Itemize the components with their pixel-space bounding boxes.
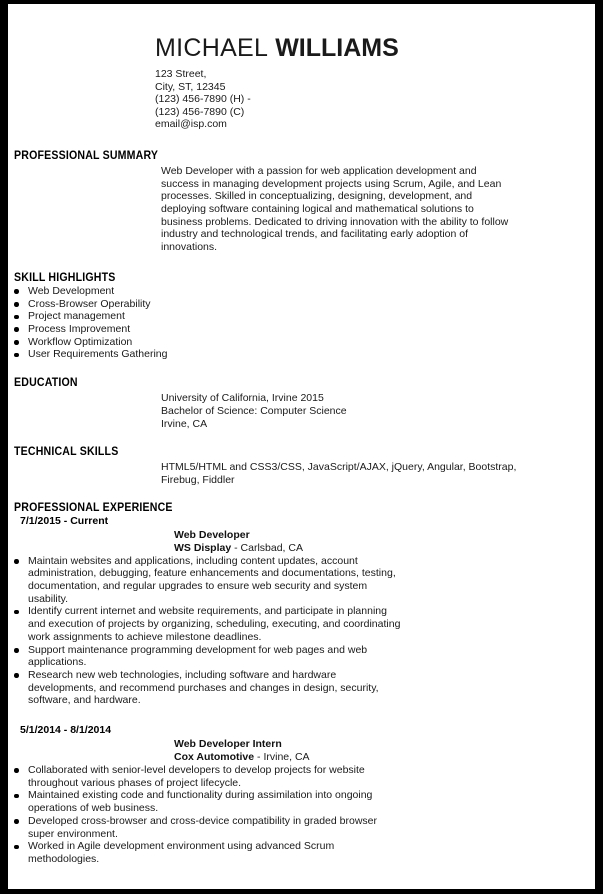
list-item: Research new web technologies, including software and hardware developments, and recommend purchases and changes in design, security, software, and hardware.: [14, 669, 406, 707]
experience-date: 7/1/2015 - Current: [20, 514, 109, 527]
summary-line: industry and technological trends, and facilitating early adoption of: [161, 228, 469, 241]
experience-heading: [14, 529, 595, 555]
list-item: Process Improvement: [14, 323, 595, 336]
first-name: MICHAEL: [155, 34, 269, 62]
education-location: Irvine, CA: [161, 417, 208, 430]
summary-line: deploying software containing logical and mathematical solutions to: [161, 203, 474, 216]
contact-street: 123 Street,: [155, 68, 207, 80]
summary-line: processes. Skilled in conceptualizing, designing, development, and: [161, 190, 473, 203]
experience-entry: [14, 515, 595, 707]
experience-company-line: [174, 542, 595, 555]
resume-sheet: [8, 4, 595, 889]
summary-line: success in managing development projects using Scrum, Agile, and Lean: [161, 177, 502, 190]
summary-text: [161, 165, 555, 254]
list-item: Identify current internet and website requirements, and participate in planning and execution of projects by organizing, scheduling, executing, and coordinating work assignments to achieve milestone deadlines.: [14, 605, 406, 643]
section-title-professional-summary: PROFESSIONAL SUMMARY: [14, 149, 159, 162]
education-body: [14, 392, 595, 430]
technical-skills-body: [14, 461, 595, 486]
summary-line: business problems. Dedicated to driving innovation with the ability to follow: [161, 215, 509, 228]
contact-block: [155, 68, 595, 131]
experience-company-line: [174, 751, 595, 764]
contact-phone-cell: (123) 456-7890 (C): [155, 105, 245, 118]
section-professional-summary: [8, 149, 595, 254]
list-item: Project management: [14, 310, 595, 323]
experience-company: Cox Automotive: [174, 751, 255, 764]
experience-location: - Irvine, CA: [257, 751, 310, 764]
section-professional-experience: [8, 501, 595, 866]
contact-city: City, ST, 12345: [155, 80, 226, 93]
summary-line: Web Developer with a passion for web application development and: [161, 164, 477, 177]
contact-phone-home: (123) 456-7890 (H) -: [155, 93, 251, 106]
list-item: Developed cross-browser and cross-device compatibility in graded browser super environment.: [14, 815, 406, 840]
experience-job-title: Web Developer Intern: [174, 738, 282, 751]
section-title-skill-highlights: SKILL HIGHLIGHTS: [14, 271, 116, 284]
list-item: Web Development: [14, 285, 595, 298]
list-item: Cross-Browser Operability: [14, 298, 595, 311]
section-skill-highlights: [8, 271, 595, 361]
list-item: Collaborated with senior-level developers to develop projects for website throughout various phases of project lifecycle.: [14, 764, 406, 789]
resume-header: [8, 4, 595, 131]
section-title-education: EDUCATION: [14, 377, 78, 390]
experience-heading: [14, 738, 595, 764]
experience-job-title: Web Developer: [174, 528, 250, 541]
skill-highlights-list: [14, 285, 595, 361]
section-title-professional-experience: PROFESSIONAL EXPERIENCE: [14, 501, 173, 514]
experience-company: WS Display: [174, 541, 232, 554]
list-item: Support maintenance programming development for web pages and web applications.: [14, 644, 406, 669]
list-item: User Requirements Gathering: [14, 348, 595, 361]
technical-skills-line: Firebug, Fiddler: [161, 473, 235, 486]
experience-bullets: [14, 764, 434, 866]
experience-bullets: [14, 555, 434, 707]
section-education: [8, 376, 595, 430]
technical-skills-line: HTML5/HTML and CSS3/CSS, JavaScript/AJAX, jQuery, Angular, Bootstrap,: [161, 461, 517, 474]
experience-entry: [14, 724, 595, 866]
education-degree: Bachelor of Science: Computer Science: [161, 404, 347, 417]
list-item: Maintained existing code and functionality during assimilation into ongoing operations of web business.: [14, 789, 406, 814]
last-name: WILLIAMS: [275, 34, 399, 62]
section-title-technical-skills: TECHNICAL SKILLS: [14, 446, 119, 459]
section-technical-skills: [8, 445, 595, 486]
list-item: Workflow Optimization: [14, 336, 595, 349]
education-school: University of California, Irvine 2015: [161, 392, 324, 405]
summary-line: innovations.: [161, 241, 218, 254]
professional-summary-body: [14, 165, 595, 254]
list-item: Maintain websites and applications, including content updates, account administration, debugging, feature enhancements and documentations, testing, documentation, and regular upgrades to ensure web security and system usability.: [14, 555, 406, 606]
experience-date: 5/1/2014 - 8/1/2014: [20, 724, 112, 737]
list-item: Worked in Agile development environment using advanced Scrum methodologies.: [14, 840, 406, 865]
experience-location: - Carlsbad, CA: [234, 541, 303, 554]
page-title: [155, 33, 595, 63]
contact-email: email@isp.com: [155, 118, 227, 131]
